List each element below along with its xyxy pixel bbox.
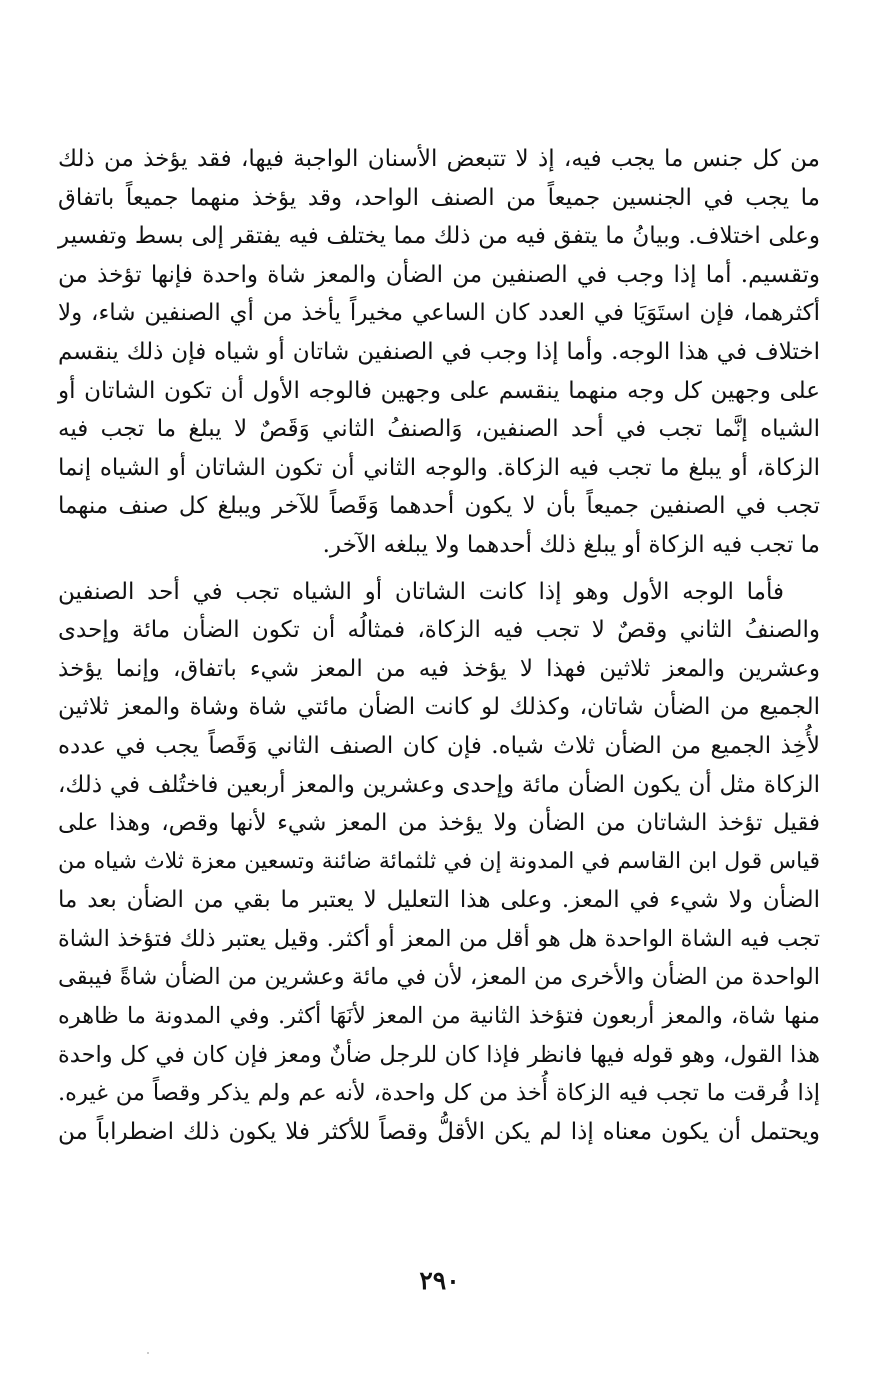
text-line: ويحتمل أن يكون معناه إذا لم يكن الأقلُّ وقصاً للأكثر فلا يكون ذلك اضطراباً من [58,1118,820,1145]
text-line: ما يجب في الجنسين جميعاً من الصنف الواحد، وقد يؤخذ منهما جميعاً باتفاق [58,184,820,211]
text-line: أكثرهما، فإن استَوَيَا في العدد كان الساعي مخيراً يأخذ من أي الصنفين شاء، ولا [58,300,820,327]
text-line: إذا فُرقت ما تجب فيه الزكاة أُخذ من كل واحدة، لأنه عم ولم يذكر وقصاً من غيره. [58,1080,820,1107]
text-line: اختلاف في هذا الوجه. وأما إذا وجب في الصنفين شاتان أو شياه فإن ذلك ينقسم [58,338,820,365]
paragraph-1 [58,140,820,565]
body-text [58,140,820,1151]
paragraph-spacer [58,565,820,573]
text-line: فأما الوجه الأول وهو إذا كانت الشاتان أو الشياه تجب في أحد الصنفين [58,578,784,605]
text-line: الواحدة من الضأن والأخرى من المعز، لأن في مائة وعشرين من الضأن شاةً فيبقى [58,964,820,991]
text-line: من كل جنس ما يجب فيه، إذ لا تتبعض الأسنان الواجبة فيها، فقد يؤخذ من ذلك [58,146,820,172]
page-number: ٢٩٠ [419,1266,460,1295]
scan-speck [147,1352,149,1354]
text-line: تجب في الصنفين جميعاً بأن لا يكون أحدهما وَقَصاً للآخر ويبلغ كل صنف منهما [58,493,820,520]
text-line: ما تجب فيه الزكاة أو يبلغ ذلك أحدهما ولا يبلغه الآخر. [322,531,820,558]
text-line: وعشرين والمعز ثلاثين فهذا لا يؤخذ فيه من المعز شيء باتفاق، وإنما يؤخذ [58,655,820,682]
text-line: الشياه إنَّما تجب في أحد الصنفين، وَالصنفُ الثاني وَقَصٌ لا يبلغ ما تجب فيه [58,416,820,443]
text-line: الجميع من الضأن شاتان، وكذلك لو كانت الضأن مائتي شاة وشاة والمعز ثلاثين [58,694,820,721]
text-line: وتقسيم. أما إذا وجب في الصنفين من الضأن والمعز شاة واحدة فإنها تؤخذ من [58,261,820,288]
text-line: قياس قول ابن القاسم في المدونة إن في ثلثمائة ضائنة وتسعين معزة ثلاث شياه من [58,848,820,874]
paragraph-2 [58,573,820,1152]
text-line: على وجهين كل وجه منهما ينقسم على وجهين فالوجه الأول أن تكون الشاتان أو [58,377,820,404]
text-line: هذا القول، وهو قوله فيها فانظر فإذا كان للرجل ضأنٌ ومعز فإن كان في كل واحدة [58,1041,820,1068]
text-line: والصنفُ الثاني وقصٌ لا تجب فيه الزكاة، فمثالُه أن تكون الضأن مائة وإحدى [58,617,820,644]
text-line: الزكاة مثل أن يكون الضأن مائة وإحدى وعشرين والمعز أربعين فاختُلف في ذلك، [58,771,820,798]
text-line: فقيل تؤخذ الشاتان من الضأن ولا يؤخذ من المعز شيء لأنها وقص، وهذا على [58,810,820,837]
text-line: لأُخِذ الجميع من الضأن ثلاث شياه. فإن كان الصنف الثاني وَقَصاً يجب في عدده [58,732,820,759]
text-line: تجب فيه الشاة الواحدة هل هو أقل من المعز أو أكثر. وقيل يعتبر ذلك فتؤخذ الشاة [58,925,820,952]
text-line: وعلى اختلاف. وبيانُ ما يتفق فيه من ذلك مما يختلف فيه يفتقر إلى بسط وتفسير [58,223,820,250]
text-line: منها شاة، والمعز أربعون فتؤخذ الثانية من المعز لأنَهَا أكثر. وفي المدونة ما ظاهره [58,1003,820,1030]
text-line: الضأن ولا شيء في المعز. وعلى هذا التعليل لا يعتبر ما بقي من الضأن بعد ما [58,887,820,914]
text-line: الزكاة، أو يبلغ ما تجب فيه الزكاة. والوجه الثاني أن تكون الشاتان أو الشياه إنما [58,454,820,481]
